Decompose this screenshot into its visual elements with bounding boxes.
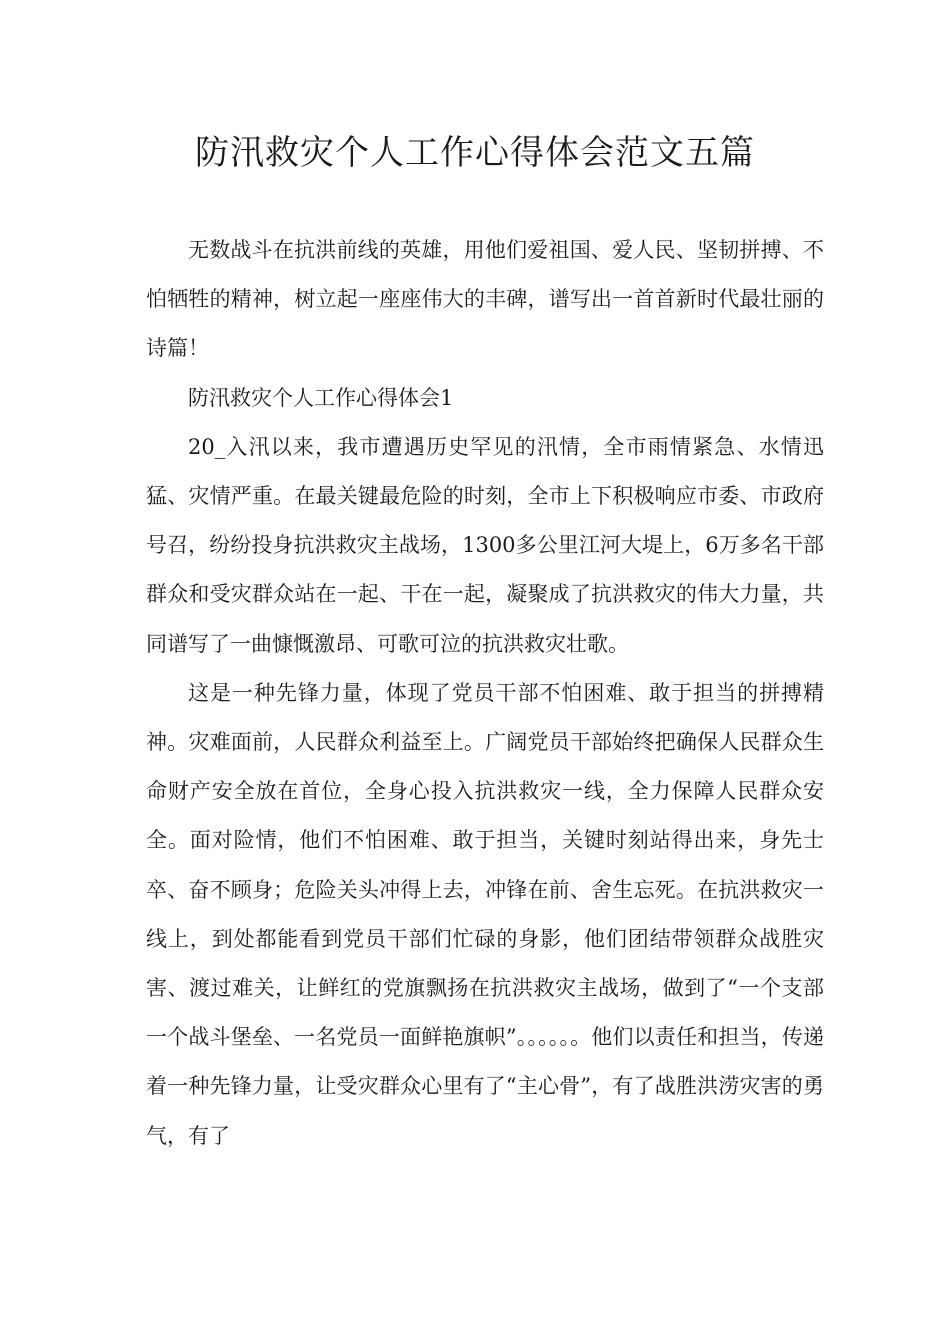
section-heading: 防汛救灾个人工作心得体会1: [188, 385, 454, 410]
document-title: 防汛救灾个人工作心得体会范文五篇: [195, 133, 755, 173]
body-paragraph: 这是一种先锋力量，体现了党员干部不怕困难、敢于担当的拼搏精神。灾难面前，人民群众利益至上。广阔党员干部始终把确保人民群众生命财产安全放在首位，全身心投入抗洪救灾一线，全力保障人民群众安全。面对险情，他们不怕困难、敢于担当，关键时刻站得出来，身先士卒、奋不顾身；危险关头冲得上去，冲锋在前、舍生忘死。在抗洪救灾一线上，到处都能看到党员干部们忙碌的身影，他们团结带领群众战胜灾害、渡过难关，让鲜红的党旗飘扬在抗洪救灾主战场，做到了“一个支部一个战斗堡垒、一名党员一面鲜艳旗帜”。。。。。。他们以责任和担当，传递着一种先锋力量，让受灾群众心里有了“主心骨”，有了战胜洪涝灾害的勇气，有了: [146, 680, 824, 1148]
body-paragraph: 20_入汛以来，我市遭遇历史罕见的汛情，全市雨情紧急、水情迅猛、灾情严重。在最关键最危险的时刻，全市上下积极响应市委、市政府号召，纷纷投身抗洪救灾主战场，1300多公里江河大堤上，6万多名干部群众和受灾群众站在一起、干在一起，凝聚成了抗洪救灾的伟大力量，共同谱写了一曲慷慨激昂、可歌可泣的抗洪救灾壮歌。: [146, 434, 824, 656]
intro-paragraph: 无数战斗在抗洪前线的英雄，用他们爱祖国、爱人民、坚韧拼搏、不怕牺牲的精神，树立起一座座伟大的丰碑，谱写出一首首新时代最壮丽的诗篇！: [146, 238, 824, 361]
document-body: [146, 226, 824, 1161]
